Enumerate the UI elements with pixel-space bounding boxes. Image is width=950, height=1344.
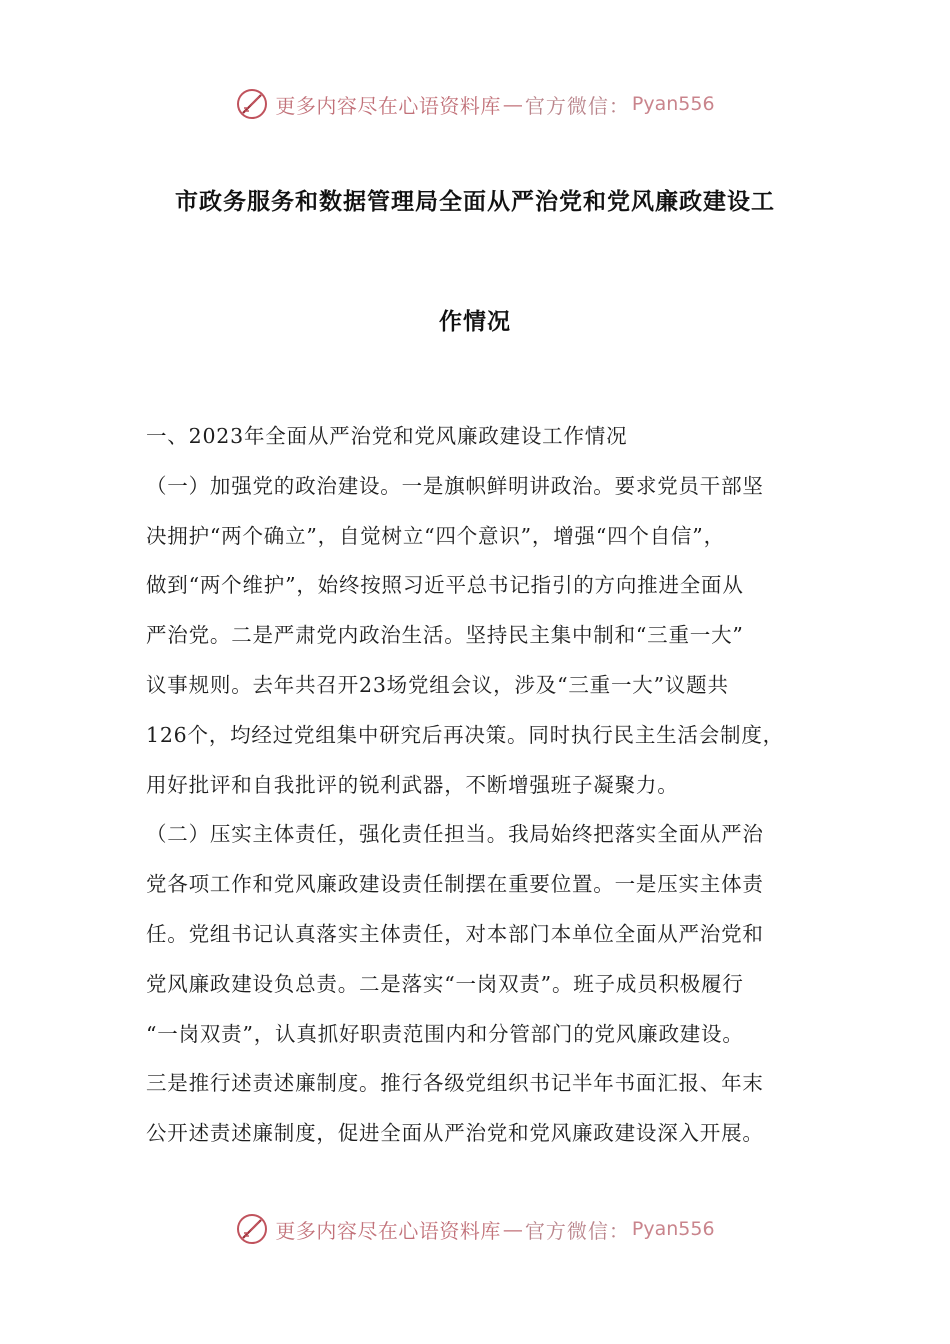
body-line: （二）压实主体责任，强化责任担当。我局始终把落实全面从严治 [146, 822, 764, 847]
body-line: 决拥护“两个确立”，自觉树立“四个意识”，增强“四个自信”， [146, 523, 725, 548]
watermark-wechat-id: Pyan556 [631, 1218, 715, 1240]
watermark-wechat-label: 官方微信： [524, 93, 630, 118]
body-line: 任。党组书记认真落实主体责任，对本部门本单位全面从严治党和 [146, 921, 764, 946]
document-title-line-1: 市政务服务和数据管理局全面从严治党和党风廉政建设工 [175, 189, 775, 215]
body-line: 公开述责述廉制度，促进全面从严治党和党风廉政建设深入开展。 [146, 1121, 764, 1146]
body-line: 一、2023年全面从严治党和党风廉政建设工作情况 [146, 424, 628, 448]
watermark-brand-text: 更多内容尽在心语资料库 [275, 1218, 501, 1243]
body-line: 严治党。二是严肃党内政治生活。坚持民主集中制和“三重一大” [146, 623, 744, 648]
body-line: 党风廉政建设负总责。二是落实“一岗双责”。班子成员积极履行 [146, 971, 744, 996]
quill-logo-icon [235, 1212, 269, 1246]
document-title-line-2: 作情况 [439, 309, 511, 335]
body-line: 议事规则。去年共召开23场党组会议，涉及“三重一大”议题共 [146, 672, 729, 697]
watermark-dash: — [502, 92, 523, 116]
body-line: 党各项工作和党风廉政建设责任制摆在重要位置。一是压实主体责 [146, 872, 764, 897]
body-line: 126个，均经过党组集中研究后再决策。同时执行民主生活会制度， [146, 722, 784, 747]
watermark-banner-bottom [0, 1207, 950, 1251]
body-line: 用好批评和自我批评的锐利武器，不断增强班子凝聚力。 [146, 772, 679, 797]
body-line: （一）加强党的政治建设。一是旗帜鲜明讲政治。要求党员干部坚 [146, 473, 764, 498]
document-body [146, 412, 816, 1159]
watermark-banner-top [0, 82, 950, 126]
watermark-brand-text: 更多内容尽在心语资料库 [275, 93, 501, 118]
watermark-wechat-label: 官方微信： [524, 1218, 630, 1243]
quill-logo-icon [235, 87, 269, 121]
watermark-dash: — [502, 1217, 523, 1241]
body-line: “一岗双责”，认真抓好职责范围内和分管部门的党风廉政建设。 [146, 1021, 744, 1046]
body-line: 做到“两个维护”，始终按照习近平总书记指引的方向推进全面从 [146, 573, 744, 598]
watermark-wechat-id: Pyan556 [631, 93, 715, 115]
body-line: 三是推行述责述廉制度。推行各级党组织书记半年书面汇报、年末 [146, 1071, 764, 1096]
